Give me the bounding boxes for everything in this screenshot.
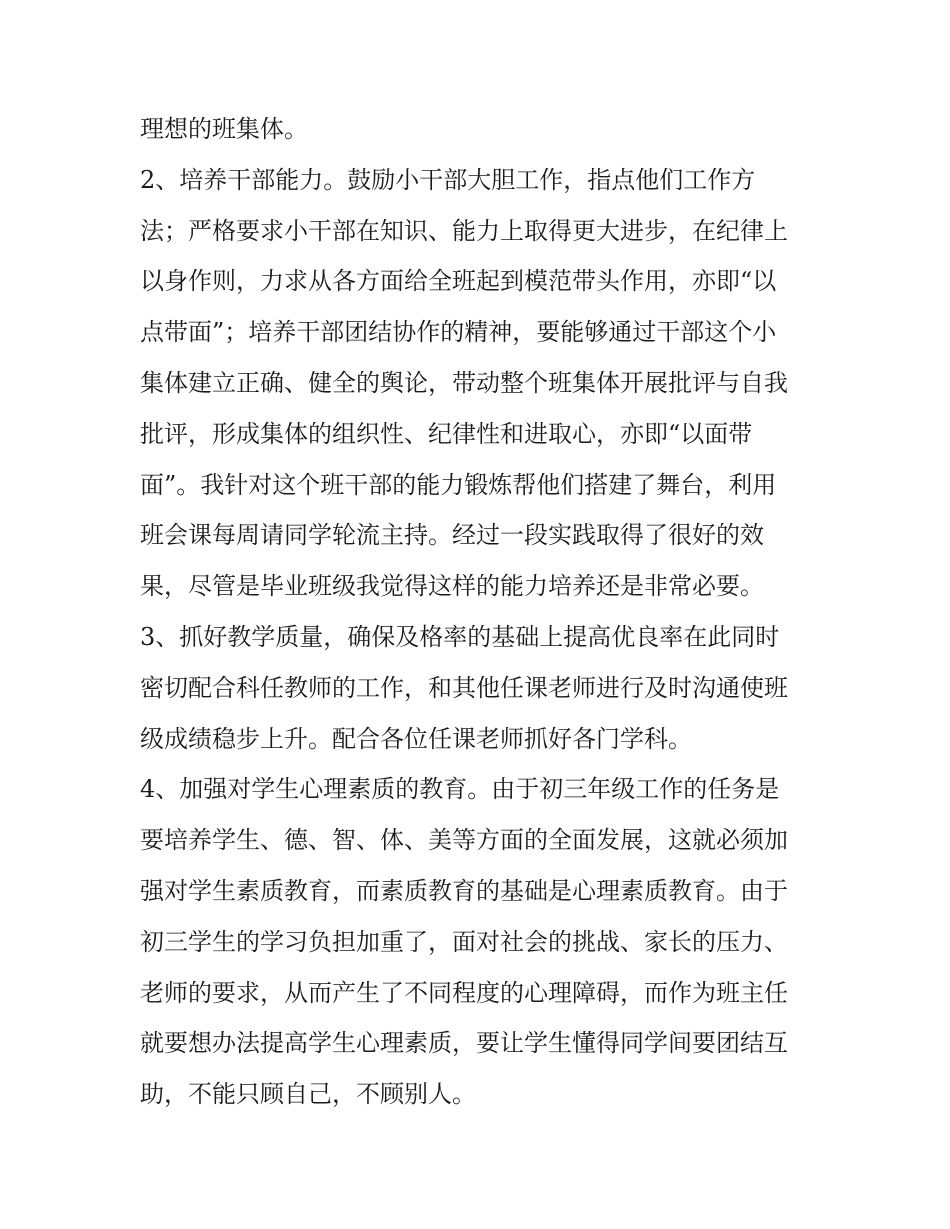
text-line: 以身作则，力求从各方面给全班起到模范带头作用，亦即“以 — [140, 267, 777, 296]
text-line: 3、抓好教学质量，确保及格率的基础上提高优良率在此同时 — [140, 622, 780, 651]
text-line: 初三学生的学习负担加重了，面对社会的挑战、家长的压力、 — [140, 927, 788, 956]
text-line: 面”。我针对这个班干部的能力锻炼帮他们搭建了舞台，利用 — [140, 470, 777, 499]
text-line: 批评，形成集体的组织性、纪律性和进取心，亦即“以面带 — [140, 419, 753, 448]
text-line: 果，尽管是毕业班级我觉得这样的能力培养还是非常必要。 — [140, 572, 764, 601]
text-line: 点带面”；培养干部团结协作的精神，要能够通过干部这个小 — [140, 318, 777, 347]
text-line: 级成绩稳步上升。配合各位任课老师抓好各门学科。 — [140, 724, 692, 753]
text-line: 助，不能只顾自己，不顾别人。 — [140, 1080, 476, 1109]
text-line: 班会课每周请同学轮流主持。经过一段实践取得了很好的效 — [140, 521, 764, 550]
text-line: 强对学生素质教育，而素质教育的基础是心理素质教育。由于 — [140, 876, 788, 905]
text-line: 集体建立正确、健全的舆论，带动整个班集体开展批评与自我 — [140, 368, 788, 397]
text-line: 密切配合科任教师的工作，和其他任课老师进行及时沟通使班 — [140, 673, 788, 702]
text-line: 4、加强对学生心理素质的教育。由于初三年级工作的任务是 — [140, 775, 780, 804]
text-line: 理想的班集体。 — [140, 115, 308, 143]
body-text — [140, 104, 820, 1120]
text-line: 2、培养干部能力。鼓励小干部大胆工作，指点他们工作方 — [140, 165, 756, 194]
text-line: 就要想办法提高学生心理素质，要让学生懂得同学间要团结互 — [140, 1029, 788, 1058]
text-line: 法；严格要求小干部在知识、能力上取得更大进步，在纪律上 — [140, 216, 788, 245]
text-line: 老师的要求，从而产生了不同程度的心理障碍，而作为班主任 — [140, 978, 788, 1007]
text-line: 要培养学生、德、智、体、美等方面的全面发展，这就必须加 — [140, 826, 788, 855]
